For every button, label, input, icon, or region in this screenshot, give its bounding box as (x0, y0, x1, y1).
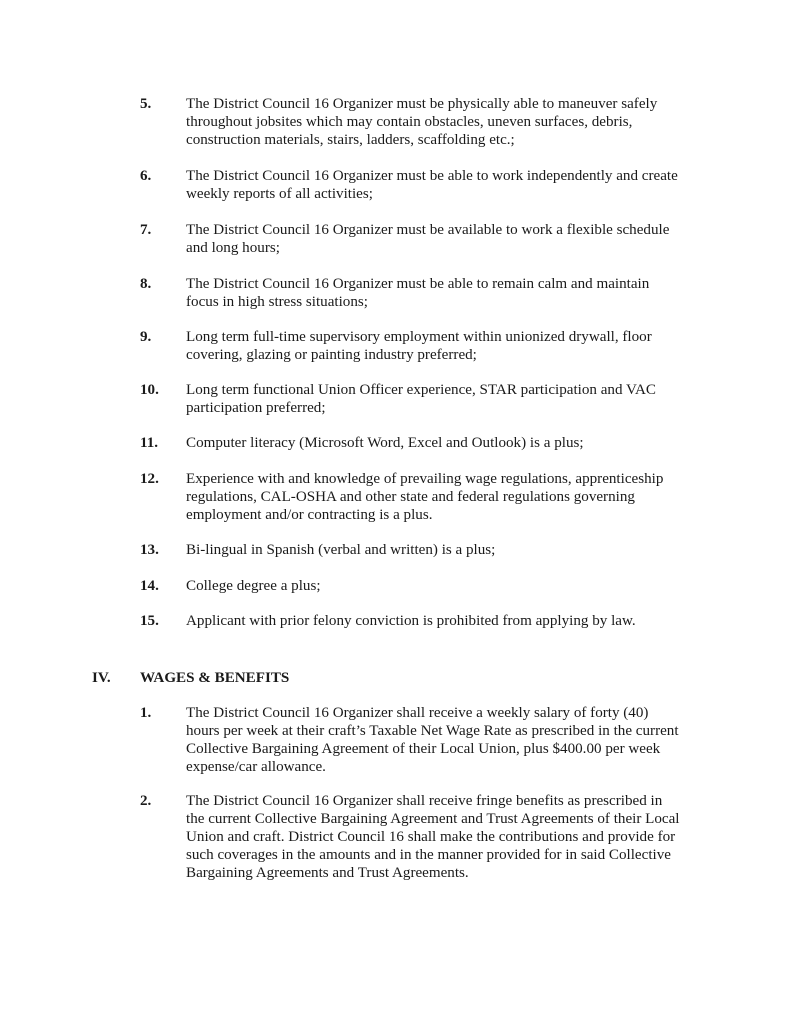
item-number: 1. (140, 705, 152, 721)
section-title: WAGES & BENEFITS (140, 670, 290, 686)
item-number: 7. (140, 222, 152, 238)
item-number: 2. (140, 793, 152, 809)
item-text: The District Council 16 Organizer must be physically able to maneuver safely throughout jobsites which may contain obstacles, uneven surfaces, debris, construction materials, stairs, ladders, scaffolding etc.; (186, 96, 658, 148)
item-text: The District Council 16 Organizer shall receive a weekly salary of forty (40) hours per week at their craft’s Taxable Net Wage Rate as prescribed in the current Collective Bargaining Agreement of their Local Union, plus $400.00 per week expense/car allowance. (186, 705, 679, 775)
item-text: The District Council 16 Organizer must be available to work a flexible schedule and long hours; (186, 222, 670, 256)
item-number: 15. (140, 613, 159, 629)
item-number: 9. (140, 329, 152, 345)
item-number: 11. (140, 435, 159, 451)
item-text: The District Council 16 Organizer must be able to work independently and create weekly reports of all activities; (186, 168, 678, 202)
section-number: IV. (92, 670, 111, 686)
item-text: Applicant with prior felony conviction is prohibited from applying by law. (186, 613, 636, 629)
item-number: 5. (140, 96, 152, 112)
item-number: 8. (140, 276, 152, 292)
item-text: Experience with and knowledge of prevailing wage regulations, apprenticeship regulations, CAL-OSHA and other state and federal regulations governing employment and/or contracting is a plus. (186, 471, 664, 523)
item-number: 6. (140, 168, 152, 184)
item-text: The District Council 16 Organizer must be able to remain calm and maintain focus in high stress situations; (186, 276, 650, 310)
item-text: Bi-lingual in Spanish (verbal and written) is a plus; (186, 542, 496, 558)
item-number: 12. (140, 471, 159, 487)
item-number: 14. (140, 578, 159, 594)
item-text: Long term functional Union Officer experience, STAR participation and VAC participation preferred; (186, 382, 656, 416)
item-number: 13. (140, 542, 159, 558)
item-number: 10. (140, 382, 159, 398)
item-text: Long term full-time supervisory employment within unionized drywall, floor covering, glazing or painting industry preferred; (186, 329, 652, 363)
item-text: The District Council 16 Organizer shall receive fringe benefits as prescribed in the current Collective Bargaining Agreement and Trust Agreements of their Local Union and craft. District Council 16 shall make the contributions and provide for such coverages in the amounts and in the manner provided for in said Collective Bargaining Agreements and Trust Agreements. (186, 793, 680, 881)
item-text: Computer literacy (Microsoft Word, Excel and Outlook) is a plus; (186, 435, 584, 451)
item-text: College degree a plus; (186, 578, 321, 594)
